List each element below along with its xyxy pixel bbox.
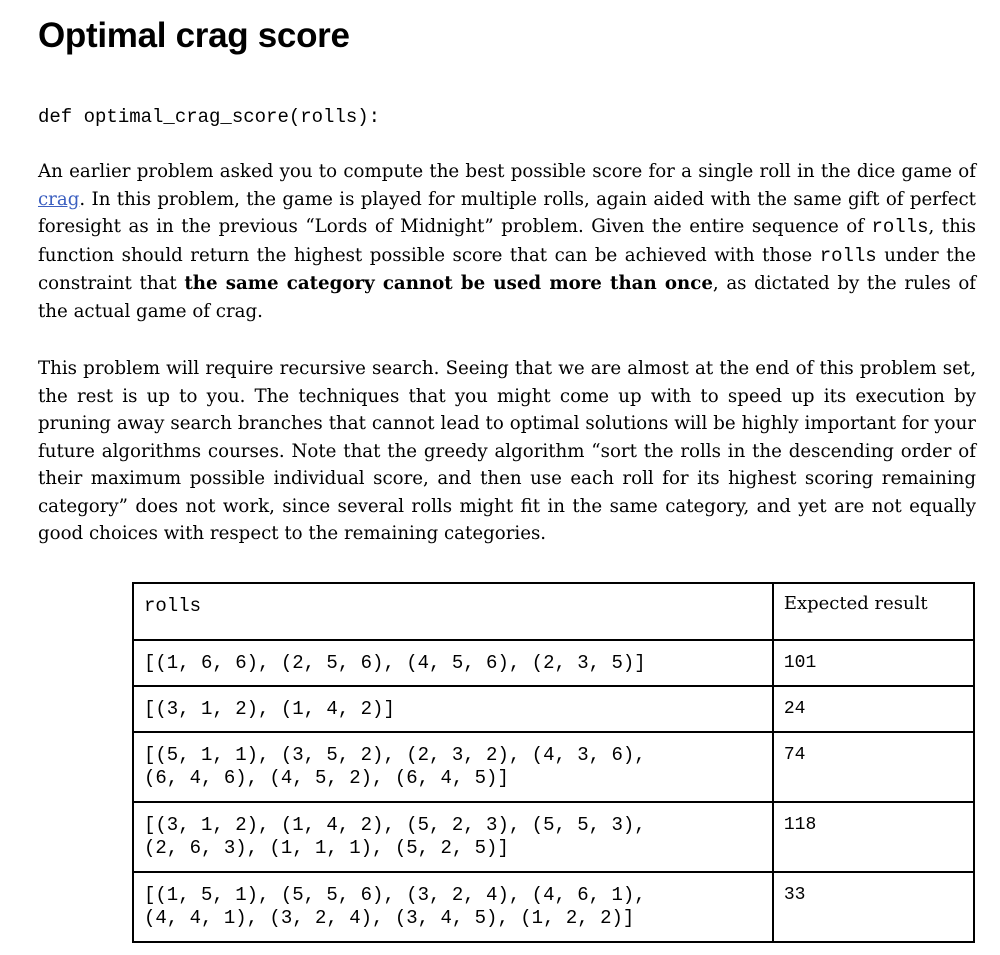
expected-cell: 24 [773,686,974,732]
table-row [133,686,974,732]
expected-column-header: Expected result [773,583,974,640]
results-table [132,582,975,943]
function-signature: def optimal_crag_score(rolls): [38,106,381,128]
table-row [133,802,974,872]
recursion-paragraph: This problem will require recursive search. Seeing that we are almost at the end of this problem set, the rest is up to you. The techniques that you might come up with to speed up its execution by pruning away search branches that cannot lead to optimal solutions will be highly important for your future algorithms courses. Note that the greedy algorithm “sort the rolls in the descending order of their maximum possible individual score, and then use each roll for its highest scoring remaining category” does not work, since several rolls might fit in the same category, and yet are not equally good choices with respect to the remaining categories. [38,358,976,544]
table-row [133,640,974,686]
page-title: Optimal crag score [38,16,350,55]
expected-cell: 101 [773,640,974,686]
rolls-column-header: rolls [133,583,773,640]
rolls-code-2: rolls [819,244,877,267]
expected-cell: 33 [773,872,974,942]
intro-paragraph [38,158,976,325]
rolls-cell: [(3, 1, 2), (1, 4, 2), (5, 2, 3), (5, 5, 3), (2, 6, 3), (1, 1, 1), (5, 2, 5)] [133,802,773,872]
expected-cell: 118 [773,802,974,872]
intro-text-2: . In this problem, the game is played for multiple rolls, again aided with the same gift of perfect foresight as in the previous “Lords of Midnight” problem. Given the entire sequence of [38,188,976,237]
rolls-cell: [(1, 6, 6), (2, 5, 6), (4, 5, 6), (2, 3, 5)] [133,640,773,686]
table-header-row [133,583,974,640]
intro-text-4: under the constraint that [38,244,976,294]
expected-cell: 74 [773,732,974,802]
rolls-cell: [(3, 1, 2), (1, 4, 2)] [133,686,773,732]
rolls-cell: [(5, 1, 1), (3, 5, 2), (2, 3, 2), (4, 3, 6), (6, 4, 6), (4, 5, 2), (6, 4, 5)] [133,732,773,802]
intro-text-5: , as dictated by the rules of the actual game of crag. [38,273,977,322]
rolls-code-1: rolls [871,216,929,238]
intro-text-1: An earlier problem asked you to compute the best possible score for a single roll in the dice game of [38,161,976,182]
crag-link[interactable]: crag [38,188,80,210]
rolls-cell: [(1, 5, 1), (5, 5, 6), (3, 2, 4), (4, 6, 1), (4, 4, 1), (3, 2, 4), (3, 4, 5), (1, 2, 2)] [133,872,773,942]
intro-text-3: , this function should return the highest possible score that can be achieved with those [38,216,976,266]
table-row [133,872,974,942]
table-row [133,732,974,802]
constraint-bold-text: the same category cannot be used more than once [184,273,713,294]
